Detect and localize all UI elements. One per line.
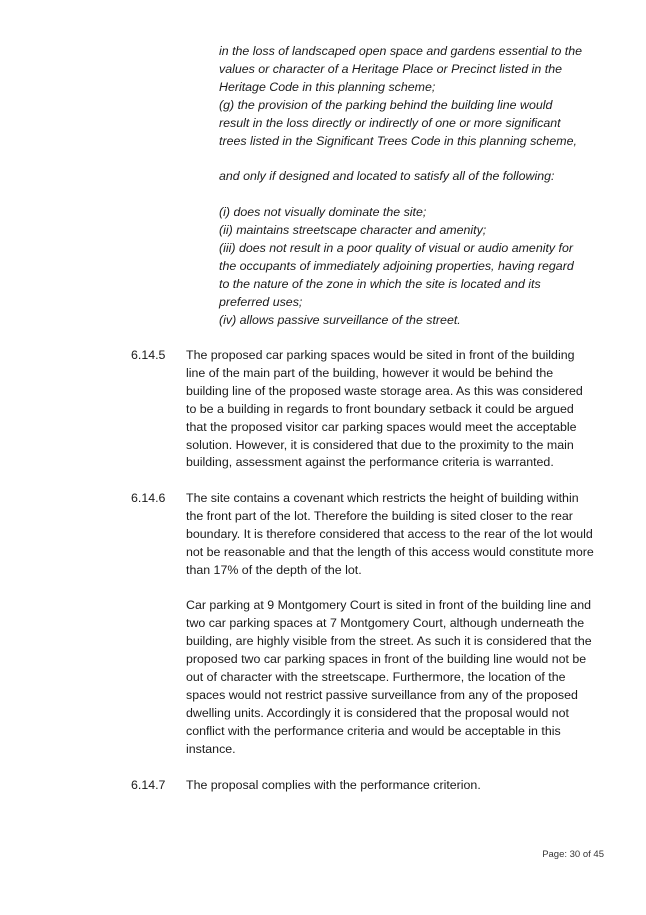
clause-line: boundary. It is therefore considered that access to the rear of the lot would: [186, 526, 593, 541]
clause-number: 6.14.7: [131, 778, 166, 792]
clause-line: line of the main part of the building, however it would be behind the: [186, 365, 554, 380]
criteria-line: trees listed in the Significant Trees Code in this planning scheme,: [219, 133, 577, 148]
clause-line: that the proposed visitor car parking spaces would meet the acceptable: [186, 419, 577, 434]
clause-number: 6.14.6: [131, 491, 166, 505]
clause-line: solution. However, it is considered that due to the proximity to the main: [186, 437, 574, 452]
clause-line: building, are highly visible from the street. As such it is considered that the: [186, 634, 592, 649]
criteria-line: values or character of a Heritage Place or Precinct listed in the: [219, 61, 562, 76]
clause-line: spaces would not restrict passive surveillance from any of the proposed: [186, 687, 578, 702]
clause-line: Car parking at 9 Montgomery Court is sited in front of the building line and: [186, 598, 591, 613]
clause-body: [186, 777, 606, 795]
clause-line: instance.: [186, 741, 236, 756]
clause-line: The proposal complies with the performance criterion.: [186, 778, 481, 792]
clause-body: [186, 347, 606, 472]
clause-line: building, assessment against the performance criteria is warranted.: [186, 455, 554, 470]
criteria-line: (i) does not visually dominate the site;: [219, 205, 427, 220]
criteria-line: (iv) allows passive surveillance of the street.: [219, 312, 461, 327]
clause-line: conflict with the performance criteria and would be acceptable in this: [186, 723, 561, 738]
criteria-line: in the loss of landscaped open space and gardens essential to the: [219, 44, 583, 58]
clause-line: not be reasonable and that the length of this access would constitute more: [186, 544, 594, 559]
clause-line: than 17% of the depth of the lot.: [186, 562, 362, 577]
criteria-line: (iii) does not result in a poor quality of visual or audio amenity for: [219, 240, 573, 255]
clause-line: out of character with the streetscape. Furthermore, the location of the: [186, 670, 566, 685]
clause-line: building line of the proposed waste storage area. As this was considered: [186, 383, 583, 398]
criteria-line: (ii) maintains streetscape character and amenity;: [219, 223, 487, 238]
criteria-line: to the nature of the zone in which the site is located and its: [219, 276, 541, 291]
criteria-line: the occupants of immediately adjoining properties, having regard: [219, 258, 574, 273]
clause-line: to be a building in regards to front boundary setback it could be argued: [186, 401, 574, 416]
criteria-line: Heritage Code in this planning scheme;: [219, 79, 436, 94]
clause-line: the front part of the lot. Therefore the building is sited closer to the rear: [186, 508, 573, 523]
criteria-intro-line: and only if designed and located to satisfy all of the following:: [219, 169, 555, 184]
page-number: Page: 30 of 45: [542, 849, 604, 860]
clause-number: 6.14.5: [131, 348, 166, 362]
criteria-line: preferred uses;: [219, 294, 303, 309]
clause-line: The site contains a covenant which restricts the height of building within: [186, 491, 579, 505]
performance-criteria-quote: [219, 43, 614, 329]
clause-line: proposed two car parking spaces in front of the building line would not be: [186, 652, 587, 667]
clause-line: The proposed car parking spaces would be sited in front of the building: [186, 348, 575, 362]
criteria-line: result in the loss directly or indirectly of one or more significant: [219, 115, 561, 130]
clause-line: two car parking spaces at 7 Montgomery Court, although underneath the: [186, 616, 585, 631]
clause-body: [186, 490, 606, 759]
criteria-line: (g) the provision of the parking behind the building line would: [219, 97, 553, 112]
clause-line: dwelling units. Accordingly it is considered that the proposal would not: [186, 705, 569, 720]
